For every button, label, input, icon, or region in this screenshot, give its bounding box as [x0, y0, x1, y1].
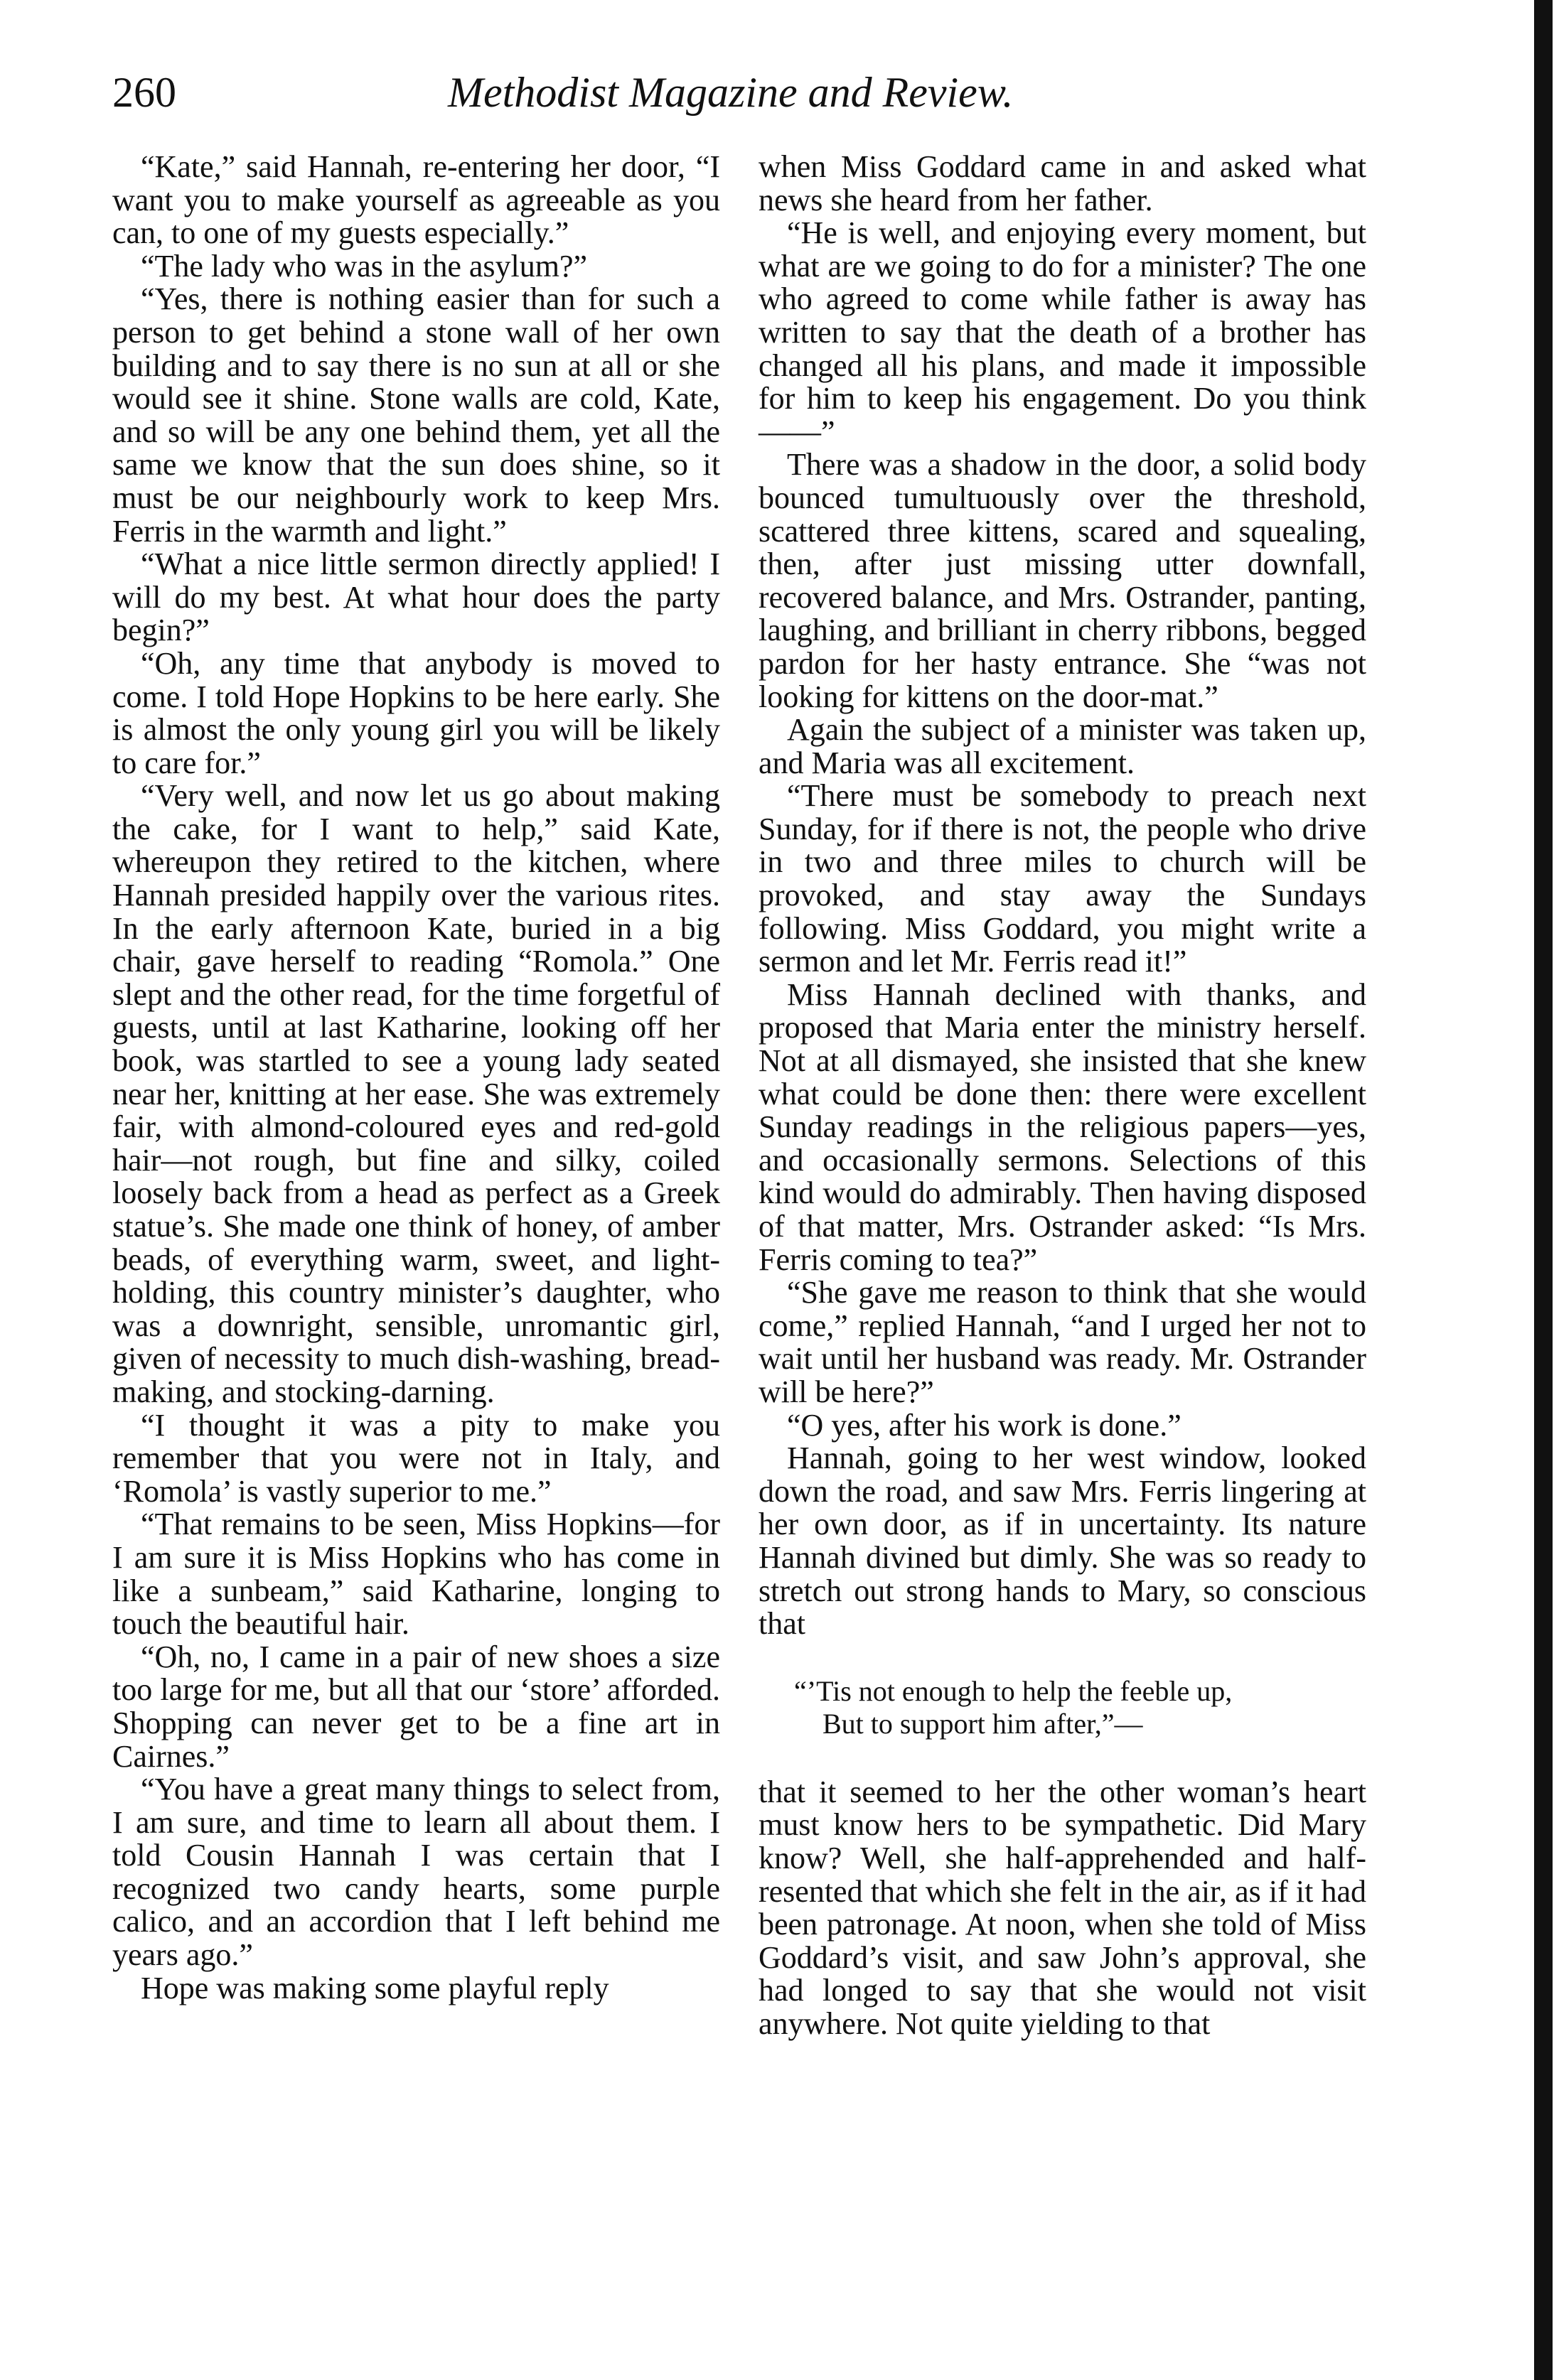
- paragraph: “She gave me reason to think that she would come,” replied Hannah, “and I urged her not to wait until her husband was ready. Mr. Ostrander will be here?”: [759, 1275, 1366, 1409]
- paragraph: There was a shadow in the door, a solid body bounced tumultuously over the threshold, scattered three kittens, scared and squealing, then, after just missing utter downfall, recovered balance, and Mrs. Ostrander, panting, laughing, and brilliant in cherry ribbons, begged pardon for her hasty entrance. She “was not looking for kittens on the door-mat.”: [759, 447, 1366, 714]
- paragraph: “You have a great many things to select from, I am sure, and time to learn all about them. I told Cousin Hannah I was certain that I recognized two candy hearts, some purple calico, and an accordion that I left behind me years ago.”: [112, 1772, 720, 1973]
- paragraph: when Miss Goddard came in and asked what news she heard from her father.: [759, 149, 1366, 217]
- page-number: 260: [112, 69, 176, 116]
- right-column: [759, 151, 1366, 2040]
- paragraph: “That remains to be seen, Miss Hopkins—for I am sure it is Miss Hopkins who has come in like a sunbeam,” said Katharine, longing to touch the beautiful hair.: [112, 1507, 720, 1642]
- paragraph: Hannah, going to her west window, looked down the road, and saw Mrs. Ferris lingering at her own door, as if in uncertainty. Its nature Hannah divined but dimly. She was so ready to stretch out strong hands to Mary, so conscious that: [759, 1441, 1366, 1642]
- paragraph: “Very well, and now let us go about making the cake, for I want to help,” said Kate, whereupon they retired to the kitchen, where Hannah presided happily over the various rites. In the early afternoon Kate, buried in a big chair, gave herself to reading “Romola.” One slept and the other read, for the time forgetful of guests, until at last Katharine, looking off her book, was startled to see a young lady seated near her, knitting at her ease. She was extremely fair, with almond-coloured eyes and red-gold hair—not rough, but fine and silky, coiled loosely back from a head as perfect as a Greek statue’s. She made one think of honey, of amber beads, of everything warm, sweet, and light-holding, this country minister’s daughter, who was a downright, sensible, unromantic girl, given of necessity to much dish-washing, bread-making, and stocking-darning.: [112, 778, 720, 1409]
- paragraph: Again the subject of a minister was taken up, and Maria was all excitement.: [759, 712, 1366, 780]
- paragraph: Hope was making some playful reply: [141, 1970, 609, 2005]
- paragraph: “Yes, there is nothing easier than for such a person to get behind a stone wall of her own building and to say there is no sun at all or she would see it shine. Stone walls are cold, Kate, and so will be any one behind them, yet all the same we know that the sun does shine, so it must be our neighbourly work to keep Mrs. Ferris in the warmth and light.”: [112, 281, 720, 549]
- paragraph: “He is well, and enjoying every moment, but what are we going to do for a minister? The one who agreed to come while father is away has written to say that the death of a brother has changed all his plans, and made it impossible for him to keep his engagement. Do you think——”: [759, 215, 1366, 449]
- paragraph: “I thought it was a pity to make you remember that you were not in Italy, and ‘Romola’ is vastly superior to me.”: [112, 1407, 720, 1509]
- page-edge-rule: [1534, 0, 1553, 2380]
- paragraph: “Oh, no, I came in a pair of new shoes a size too large for me, but all that our ‘store’ afforded. Shopping can never get to be a fine art in Cairnes.”: [112, 1639, 720, 1774]
- page-header: [107, 64, 1490, 128]
- paragraph: “What a nice little sermon directly applied! I will do my best. At what hour does the party begin?”: [112, 546, 720, 648]
- paragraph: “The lady who was in the asylum?”: [141, 248, 588, 284]
- paragraph: that it seemed to her the other woman’s heart must know hers to be sympathetic. Did Mary know? Well, she half-apprehended and half-resented that which she felt in the air, as if it had been patronage. At noon, when she told of Miss Goddard’s visit, and saw John’s approval, she had longed to say that she would not visit anywhere. Not quite yielding to that: [759, 1774, 1366, 2041]
- running-title: Methodist Magazine and Review.: [448, 69, 1014, 116]
- paragraph: “O yes, after his work is done.”: [787, 1407, 1181, 1443]
- paragraph: “Oh, any time that anybody is moved to come. I told Hope Hopkins to be here early. She is almost the only young girl you will be likely to care for.”: [112, 645, 720, 780]
- verse-quotation: [759, 1675, 1366, 1740]
- paragraph: Miss Hannah declined with thanks, and proposed that Maria enter the ministry herself. Not at all dismayed, she insisted that she knew what could be done then: there were excellent Sunday readings in the religious papers—yes, and occasionally sermons. Selections of this kind would do admirably. Then having disposed of that matter, Mrs. Ostrander asked: “Is Mrs. Ferris coming to tea?”: [759, 976, 1366, 1277]
- paragraph: “Kate,” said Hannah, re-entering her door, “I want you to make yourself as agreeable as you can, to one of my guests especially.”: [112, 149, 720, 251]
- verse-line: But to support him after,”—: [822, 1707, 1143, 1740]
- paragraph: “There must be somebody to preach next Sunday, for if there is not, the people who drive in two and three miles to church will be provoked, and stay away the Sundays following. Miss Goddard, you might write a sermon and let Mr. Ferris read it!”: [759, 778, 1366, 979]
- verse-line: “’Tis not enough to help the feeble up,: [794, 1674, 1233, 1707]
- left-column: [112, 151, 720, 2005]
